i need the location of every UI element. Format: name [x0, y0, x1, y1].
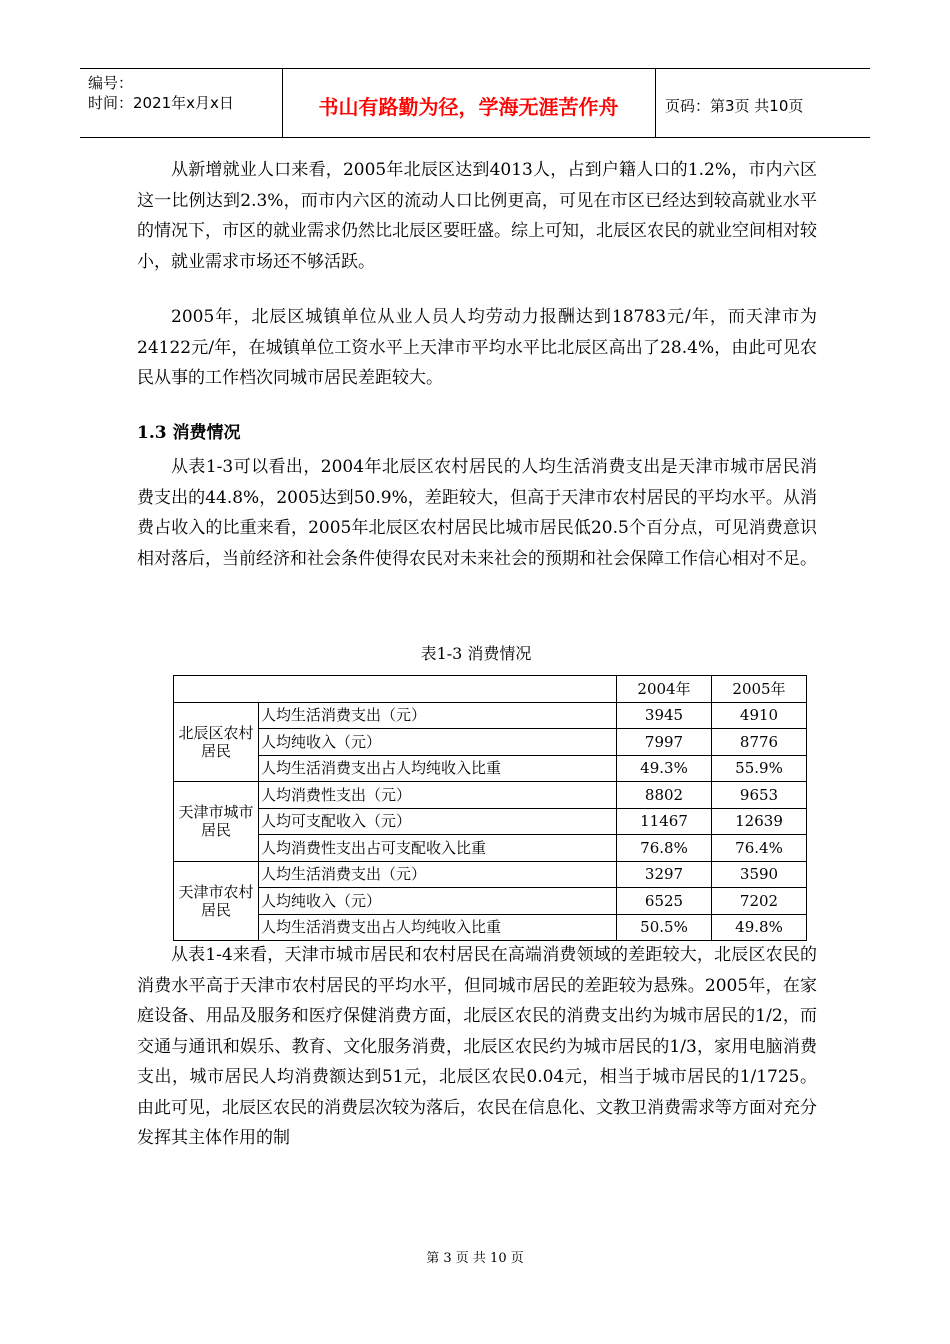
value-2004: 3297 [617, 861, 712, 888]
value-2004: 50.5% [617, 914, 712, 941]
group-label: 北辰区农村居民 [174, 702, 259, 782]
value-2005: 9653 [712, 782, 807, 809]
header-meta [88, 73, 278, 113]
value-2004: 8802 [617, 782, 712, 809]
row-item: 人均消费性支出占可支配收入比重 [259, 835, 617, 862]
table-caption: 表1-3 消费情况 [420, 644, 532, 663]
row-item: 人均生活消费支出占人均纯收入比重 [259, 914, 617, 941]
paragraph-consumption: 从表1-3可以看出，2004年北辰区农村居民的人均生活消费支出是天津市城市居民消费支出的44.8%，2005达到50.9%，差距较大，但高于天津市农村居民的平均水平。从消费占收入的比重来看，2005年北辰区农村居民比城市居民低20.5个百分点，可见消费意识相对落后，当前经济和社会条件使得农民对未来社会的预期和社会保障工作信心相对不足。 [137, 457, 817, 569]
value-2004: 11467 [617, 808, 712, 835]
table-corner-cell [174, 676, 617, 703]
row-item: 人均可支配收入（元） [259, 808, 617, 835]
row-item: 人均生活消费支出（元） [259, 861, 617, 888]
table-row [174, 914, 807, 941]
value-2005: 4910 [712, 702, 807, 729]
section-heading: 1.3 消费情况 [137, 423, 241, 443]
header-divider [655, 69, 656, 137]
table-row [174, 729, 807, 756]
value-2004: 6525 [617, 888, 712, 915]
page-header [80, 68, 870, 138]
column-header-2004: 2004年 [617, 676, 712, 703]
table-header-row [174, 676, 807, 703]
paragraph-wages: 2005年，北辰区城镇单位从业人员人均劳动力报酬达到18783元/年，而天津市为24122元/年，在城镇单位工资水平上天津市平均水平比北辰区高出了28.4%，由此可见农民从事的工作档次同城市居民差距较大。 [137, 307, 817, 388]
header-motto: 书山有路勤为径，学海无涯苦作舟 [318, 95, 619, 119]
paragraph-employment: 从新增就业人口来看，2005年北辰区达到4013人，占到户籍人口的1.2%，市内六区这一比例达到2.3%，而市内六区的流动人口比例更高，可见在市区已经达到较高就业水平的情况下，市区的就业需求仍然比北辰区要旺盛。综上可知，北辰区农民的就业空间相对较小，就业需求市场还不够活跃。 [137, 160, 817, 272]
table-row [174, 888, 807, 915]
value-2004: 76.8% [617, 835, 712, 862]
consumption-table [173, 675, 807, 941]
group-label: 天津市农村居民 [174, 861, 259, 941]
group-label: 天津市城市居民 [174, 782, 259, 862]
header-page-number: 页码：第3页 共10页 [665, 97, 804, 115]
value-2005: 49.8% [712, 914, 807, 941]
value-2005: 7202 [712, 888, 807, 915]
row-item: 人均纯收入（元） [259, 729, 617, 756]
column-header-2005: 2005年 [712, 676, 807, 703]
value-2005: 3590 [712, 861, 807, 888]
row-item: 人均消费性支出（元） [259, 782, 617, 809]
row-item: 人均生活消费支出（元） [259, 702, 617, 729]
value-2005: 55.9% [712, 755, 807, 782]
table-row [174, 861, 807, 888]
document-number-label: 编号： [88, 74, 134, 92]
row-item: 人均纯收入（元） [259, 888, 617, 915]
value-2005: 76.4% [712, 835, 807, 862]
table-row [174, 835, 807, 862]
value-2004: 3945 [617, 702, 712, 729]
value-2005: 8776 [712, 729, 807, 756]
value-2004: 49.3% [617, 755, 712, 782]
table-row [174, 808, 807, 835]
page-footer: 第 3 页 共 10 页 [426, 1251, 524, 1266]
table-row [174, 755, 807, 782]
value-2004: 7997 [617, 729, 712, 756]
value-2005: 12639 [712, 808, 807, 835]
table-row [174, 782, 807, 809]
row-item: 人均生活消费支出占人均纯收入比重 [259, 755, 617, 782]
paragraph-high-end-consumption: 从表1-4来看，天津市城市居民和农村居民在高端消费领域的差距较大，北辰区农民的消费水平高于天津市农村居民的平均水平，但同城市居民的差距较为悬殊。2005年，在家庭设备、用品及服务和医疗保健消费方面，北辰区农民的消费支出约为城市居民的1/2，而交通与通讯和娱乐、教育、文化服务消费，北辰区农民约为城市居民的1/3，家用电脑消费支出，城市居民人均消费额达到51元，北辰区农民0.04元，相当于城市居民的1/1725。由此可见，北辰区农民的消费层次较为落后，农民在信息化、文教卫消费需求等方面对充分发挥其主体作用的制 [137, 945, 817, 1148]
table-row [174, 702, 807, 729]
document-date-label: 时间：2021年x月x日 [88, 94, 234, 112]
